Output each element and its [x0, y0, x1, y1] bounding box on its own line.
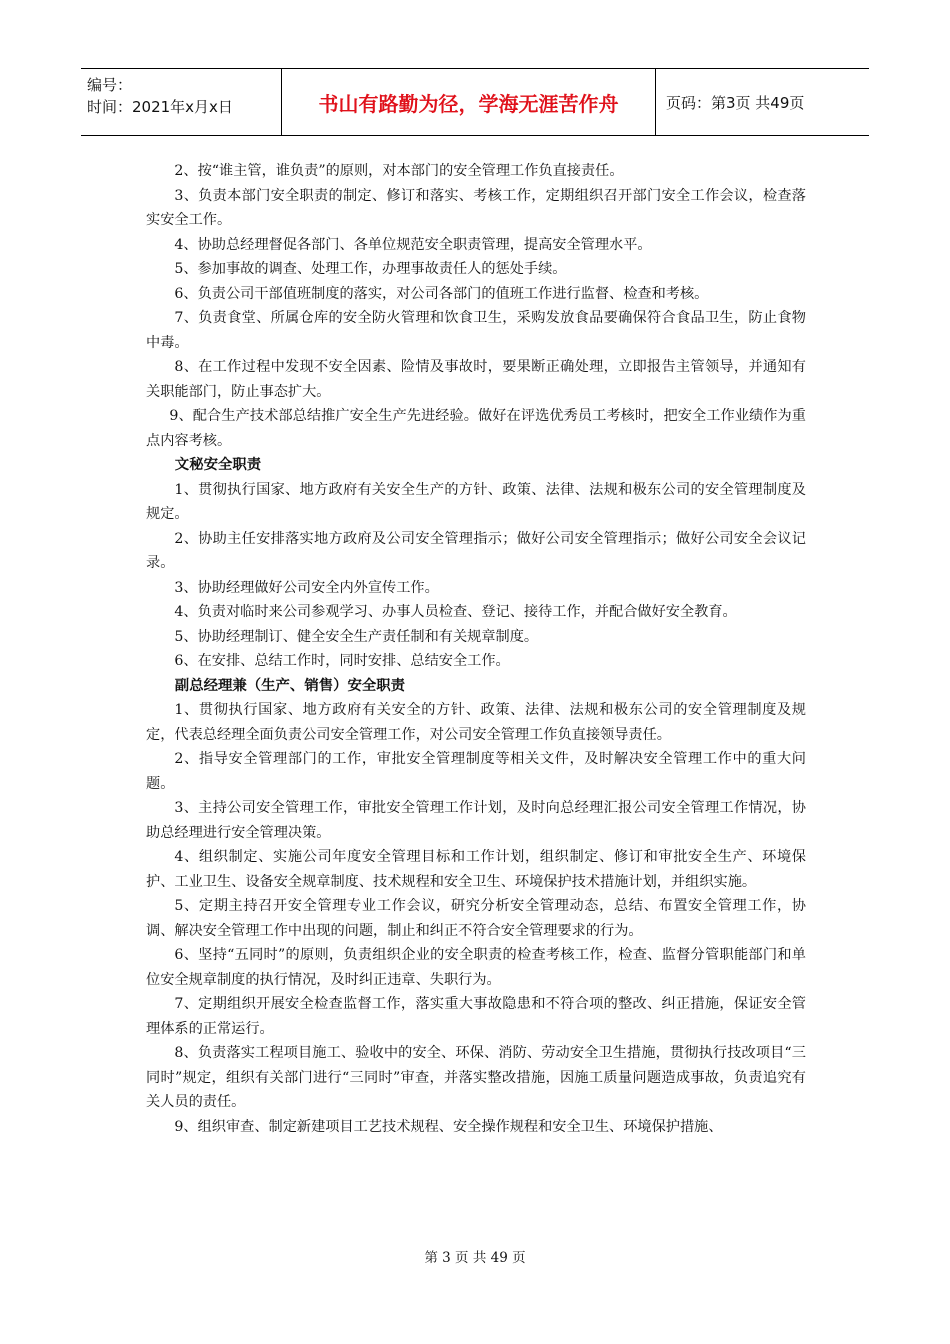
- body-paragraph: 4、协助总经理督促各部门、各单位规范安全职责管理，提高安全管理水平。: [174, 236, 652, 253]
- body-paragraph: 6、负责公司干部值班制度的落实，对公司各部门的值班工作进行监督、检查和考核。: [174, 285, 709, 302]
- body-paragraph: 4、组织制定、实施公司年度安全管理目标和工作计划，组织制定、修订和审批安全生产、环境保护、工业卫生、设备安全规章制度、技术规程和安全卫生、环境保护技术措施计划，并组织实施。: [146, 849, 806, 890]
- section-heading-secretary: 文秘安全职责: [174, 457, 262, 473]
- body-paragraph: 3、主持公司安全管理工作，审批安全管理工作计划，及时向总经理汇报公司安全管理工作情况，协助总经理进行安全管理决策。: [146, 800, 806, 841]
- page-footer: 第 3 页 共 49 页: [424, 1250, 526, 1266]
- body-paragraph: 6、在安排、总结工作时，同时安排、总结安全工作。: [174, 653, 510, 669]
- body-paragraph: 3、协助经理做好公司安全内外宣传工作。: [174, 579, 439, 596]
- body-paragraph: 9、组织审查、制定新建项目工艺技术规程、安全操作规程和安全卫生、环境保护措施、: [174, 1118, 723, 1135]
- document-number-label: 编号：: [87, 76, 133, 94]
- section-heading-deputy-gm: 副总经理兼（生产、销售）安全职责: [174, 677, 406, 694]
- body-paragraph: 2、按“谁主管，谁负责”的原则，对本部门的安全管理工作负直接责任。: [174, 163, 624, 179]
- body-paragraph: 1、贯彻执行国家、地方政府有关安全生产的方针、政策、法律、法规和极东公司的安全管理制度及规定。: [146, 481, 806, 522]
- body-paragraph: 7、负责食堂、所属仓库的安全防火管理和饮食卫生，采购发放食品要确保符合食品卫生，防止食物中毒。: [146, 310, 806, 351]
- body-paragraph: 8、在工作过程中发现不安全因素、险情及事故时，要果断正确处理，立即报告主管领导，并通知有关职能部门，防止事态扩大。: [146, 359, 806, 400]
- body-paragraph: 6、坚持“五同时”的原则，负责组织企业的安全职责的检查考核工作，检查、监督分管职能部门和单位安全规章制度的执行情况，及时纠正违章、失职行为。: [146, 947, 806, 988]
- header-meta: [81, 69, 282, 135]
- body-paragraph: 3、负责本部门安全职责的制定、修订和落实、考核工作，定期组织召开部门安全工作会议，检查落实安全工作。: [146, 187, 806, 228]
- document-body: [146, 159, 806, 1139]
- body-paragraph: 5、参加事故的调查、处理工作，办理事故责任人的惩处手续。: [174, 261, 567, 277]
- body-paragraph: 1、贯彻执行国家、地方政府有关安全的方针、政策、法律、法规和极东公司的安全管理制度及规定，代表总经理全面负责公司安全管理工作，对公司安全管理工作负直接领导责任。: [146, 702, 806, 743]
- body-paragraph: 5、协助经理制订、健全安全生产责任制和有关规章制度。: [174, 628, 539, 645]
- document-date: 时间：2021年x月x日: [87, 98, 233, 116]
- body-paragraph: 9、配合生产技术部总结推广安全生产先进经验。做好在评选优秀员工考核时，把安全工作业绩作为重点内容考核。: [146, 408, 806, 449]
- body-paragraph: 7、定期组织开展安全检查监督工作，落实重大事故隐患和不符合项的整改、纠正措施，保证安全管理体系的正常运行。: [146, 996, 806, 1037]
- body-paragraph: 4、负责对临时来公司参观学习、办事人员检查、登记、接待工作，并配合做好安全教育。: [174, 604, 737, 620]
- header-motto: 书山有路勤为径，学海无涯苦作舟: [282, 69, 656, 135]
- body-paragraph: 2、指导安全管理部门的工作，审批安全管理制度等相关文件，及时解决安全管理工作中的重大问题。: [146, 751, 806, 792]
- body-paragraph: 8、负责落实工程项目施工、验收中的安全、环保、消防、劳动安全卫生措施，贯彻执行技改项目“三同时”规定，组织有关部门进行“三同时”审查，并落实整改措施，因施工质量问题造成事故，负责追究有关人员的责任。: [146, 1045, 806, 1110]
- page-header: [81, 68, 869, 136]
- body-paragraph: 5、定期主持召开安全管理专业工作会议，研究分析安全管理动态，总结、布置安全管理工作，协调、解决安全管理工作中出现的问题，制止和纠正不符合安全管理要求的行为。: [146, 898, 806, 939]
- body-paragraph: 2、协助主任安排落实地方政府及公司安全管理指示；做好公司安全管理指示；做好公司安全会议记录。: [146, 530, 806, 571]
- header-page-number: 页码：第3页 共49页: [666, 93, 805, 112]
